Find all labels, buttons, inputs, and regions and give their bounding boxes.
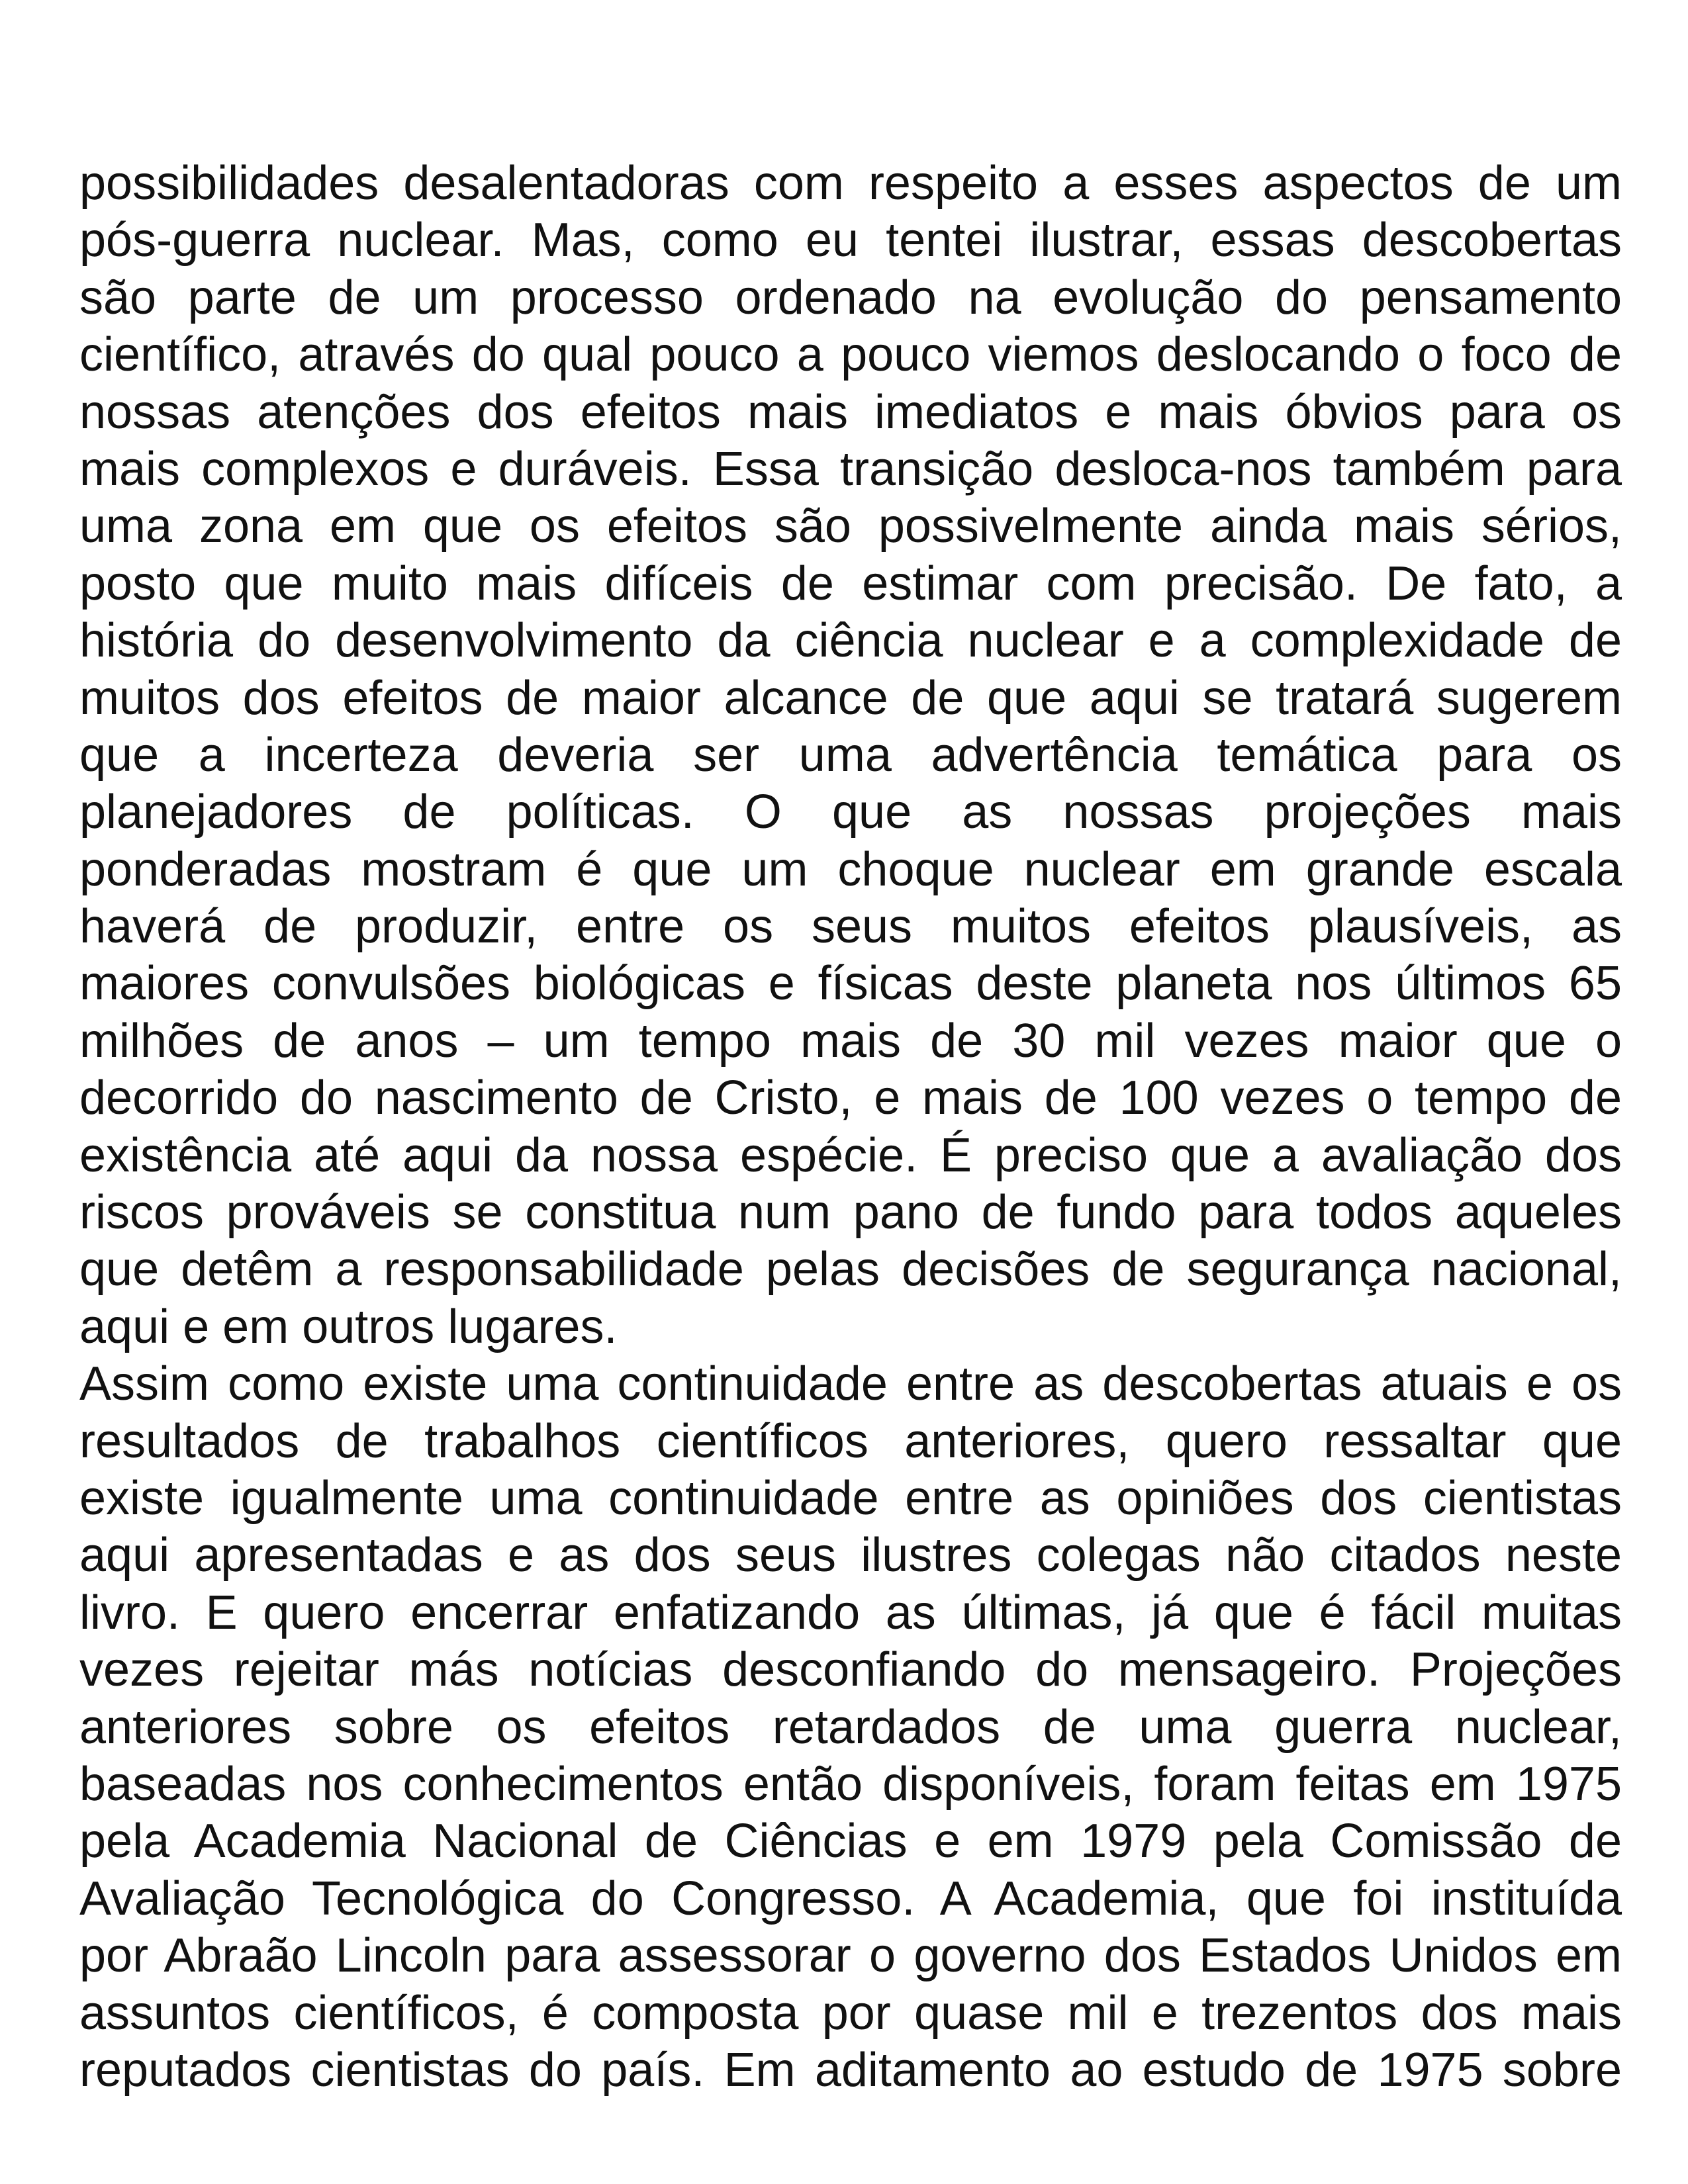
text-line: aqui e em outros lugares. bbox=[79, 1300, 618, 1353]
text-line: vezes rejeitar más notícias desconfiando do mensageiro. Projeções bbox=[79, 1643, 1622, 1697]
text-line: existe igualmente uma continuidade entre as opiniões dos cientistas bbox=[79, 1471, 1622, 1525]
text-line: reputados cientistas do país. Em aditamento ao estudo de 1975 sobre bbox=[79, 2043, 1622, 2097]
text-line: milhões de anos – um tempo mais de 30 mil vezes maior que o bbox=[79, 1014, 1622, 1068]
text-line: que a incerteza deveria ser uma advertência temática para os bbox=[79, 728, 1622, 782]
text-line: possibilidades desalentadoras com respeito a esses aspectos de um bbox=[79, 157, 1622, 210]
text-line: uma zona em que os efeitos são possivelmente ainda mais sérios, bbox=[79, 500, 1622, 553]
body-text bbox=[79, 155, 1622, 2099]
text-line: riscos prováveis se constitua num pano de fundo para todos aqueles bbox=[79, 1186, 1622, 1240]
text-line: científico, através do qual pouco a pouco viemos deslocando o foco de bbox=[79, 328, 1622, 382]
text-line: existência até aqui da nossa espécie. É preciso que a avaliação dos bbox=[79, 1128, 1622, 1182]
text-line: nossas atenções dos efeitos mais imediatos e mais óbvios para os bbox=[79, 385, 1622, 439]
text-line: decorrido do nascimento de Cristo, e mais de 100 vezes o tempo de bbox=[79, 1071, 1622, 1125]
text-line: maiores convulsões biológicas e físicas deste planeta nos últimos 65 bbox=[79, 957, 1622, 1011]
text-line: Assim como existe uma continuidade entre as descobertas atuais e os bbox=[79, 1357, 1622, 1411]
text-line: resultados de trabalhos científicos anteriores, quero ressaltar que bbox=[79, 1414, 1622, 1468]
text-line: história do desenvolvimento da ciência nuclear e a complexidade de bbox=[79, 614, 1622, 668]
text-line: muitos dos efeitos de maior alcance de que aqui se tratará sugerem bbox=[79, 671, 1622, 725]
text-line: anteriores sobre os efeitos retardados de uma guerra nuclear, bbox=[79, 1700, 1622, 1754]
text-line: baseadas nos conhecimentos então disponíveis, foram feitas em 1975 bbox=[79, 1757, 1622, 1811]
text-line: Avaliação Tecnológica do Congresso. A Academia, que foi instituída bbox=[79, 1872, 1622, 1925]
text-line: pela Academia Nacional de Ciências e em 1979 pela Comissão de bbox=[79, 1815, 1622, 1868]
text-line: planejadores de políticas. O que as nossas projeções mais bbox=[79, 786, 1622, 839]
text-line: pós-guerra nuclear. Mas, como eu tentei ilustrar, essas descobertas bbox=[79, 214, 1622, 267]
text-line: livro. E quero encerrar enfatizando as últimas, já que é fácil muitas bbox=[79, 1586, 1622, 1639]
text-line: são parte de um processo ordenado na evolução do pensamento bbox=[79, 271, 1622, 324]
text-line: posto que muito mais difíceis de estimar com precisão. De fato, a bbox=[79, 557, 1622, 610]
text-line: assuntos científicos, é composta por quase mil e trezentos dos mais bbox=[79, 1986, 1622, 2040]
text-line: que detêm a responsabilidade pelas decisões de segurança nacional, bbox=[79, 1243, 1622, 1297]
text-line: ponderadas mostram é que um choque nuclear em grande escala bbox=[79, 842, 1622, 896]
text-line: por Abraão Lincoln para assessorar o governo dos Estados Unidos em bbox=[79, 1929, 1622, 1983]
text-line: aqui apresentadas e as dos seus ilustres colegas não citados neste bbox=[79, 1529, 1622, 1582]
text-line: mais complexos e duráveis. Essa transição desloca-nos também para bbox=[79, 442, 1622, 496]
text-line: haverá de produzir, entre os seus muitos efeitos plausíveis, as bbox=[79, 900, 1622, 954]
